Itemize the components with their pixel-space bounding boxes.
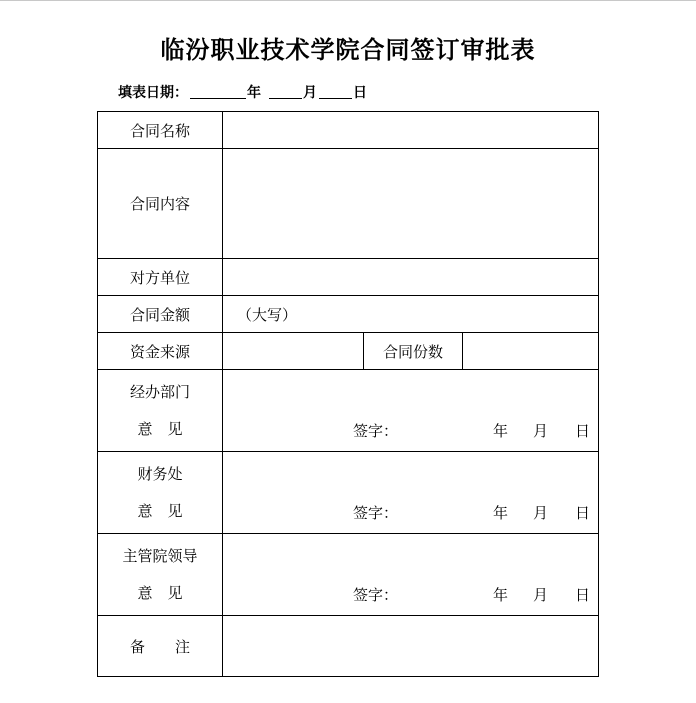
leader-year: 年 — [493, 586, 509, 604]
finance-year: 年 — [493, 504, 509, 522]
fill-date-label: 填表日期： — [118, 85, 188, 101]
row-remarks — [98, 616, 599, 677]
amount-uppercase-hint: （大写） — [237, 305, 298, 324]
counterparty-field[interactable] — [223, 259, 599, 296]
month-blank[interactable] — [269, 84, 302, 99]
contract-name-label: 合同名称 — [98, 112, 223, 149]
finance-opinion-label — [98, 452, 223, 534]
leader-sign-label: 签字： — [353, 586, 399, 604]
finance-label-line2: 意 见 — [137, 501, 183, 520]
dept-month: 月 — [533, 422, 549, 440]
row-amount — [98, 296, 599, 333]
row-contract-content — [98, 149, 599, 259]
finance-opinion-field[interactable] — [223, 452, 599, 534]
leader-opinion-field[interactable] — [223, 534, 599, 616]
row-contract-name — [98, 112, 599, 149]
row-leader-opinion — [98, 534, 599, 616]
remarks-field[interactable] — [223, 616, 599, 677]
contract-name-field[interactable] — [223, 112, 599, 149]
top-border — [0, 0, 696, 1]
finance-sign-label: 签字： — [353, 504, 399, 522]
day-blank[interactable] — [319, 84, 352, 99]
remarks-label: 备 注 — [98, 616, 223, 677]
fund-source-label: 资金来源 — [98, 333, 223, 370]
copies-field[interactable] — [463, 333, 599, 370]
row-counterparty — [98, 259, 599, 296]
dept-label-line2: 意 见 — [137, 419, 183, 438]
counterparty-label: 对方单位 — [98, 259, 223, 296]
amount-field[interactable] — [223, 296, 599, 333]
dept-opinion-field[interactable] — [223, 370, 599, 452]
finance-month: 月 — [533, 504, 549, 522]
year-unit: 年 — [247, 85, 261, 101]
leader-label-line2: 意 见 — [137, 583, 183, 602]
dept-year: 年 — [493, 422, 509, 440]
leader-label-line1: 主管院领导 — [122, 546, 198, 565]
finance-day: 日 — [575, 504, 591, 522]
leader-opinion-label — [98, 534, 223, 616]
leader-day: 日 — [575, 586, 591, 604]
fill-date-line — [118, 82, 367, 102]
leader-month: 月 — [533, 586, 549, 604]
approval-form-table — [97, 111, 599, 677]
dept-opinion-label — [98, 370, 223, 452]
dept-sign-label: 签字： — [353, 422, 399, 440]
copies-label: 合同份数 — [364, 333, 463, 370]
fund-source-field[interactable] — [223, 333, 364, 370]
month-unit: 月 — [303, 85, 317, 101]
row-fund-source — [98, 333, 599, 370]
row-finance-opinion — [98, 452, 599, 534]
year-blank[interactable] — [190, 84, 246, 99]
page-title: 临汾职业技术学院合同签订审批表 — [160, 36, 536, 64]
dept-day: 日 — [575, 422, 591, 440]
contract-content-field[interactable] — [223, 149, 599, 259]
finance-label-line1: 财务处 — [137, 464, 183, 483]
row-dept-opinion — [98, 370, 599, 452]
day-unit: 日 — [353, 85, 367, 101]
contract-content-label: 合同内容 — [98, 149, 223, 259]
dept-label-line1: 经办部门 — [129, 382, 190, 401]
amount-label: 合同金额 — [98, 296, 223, 333]
